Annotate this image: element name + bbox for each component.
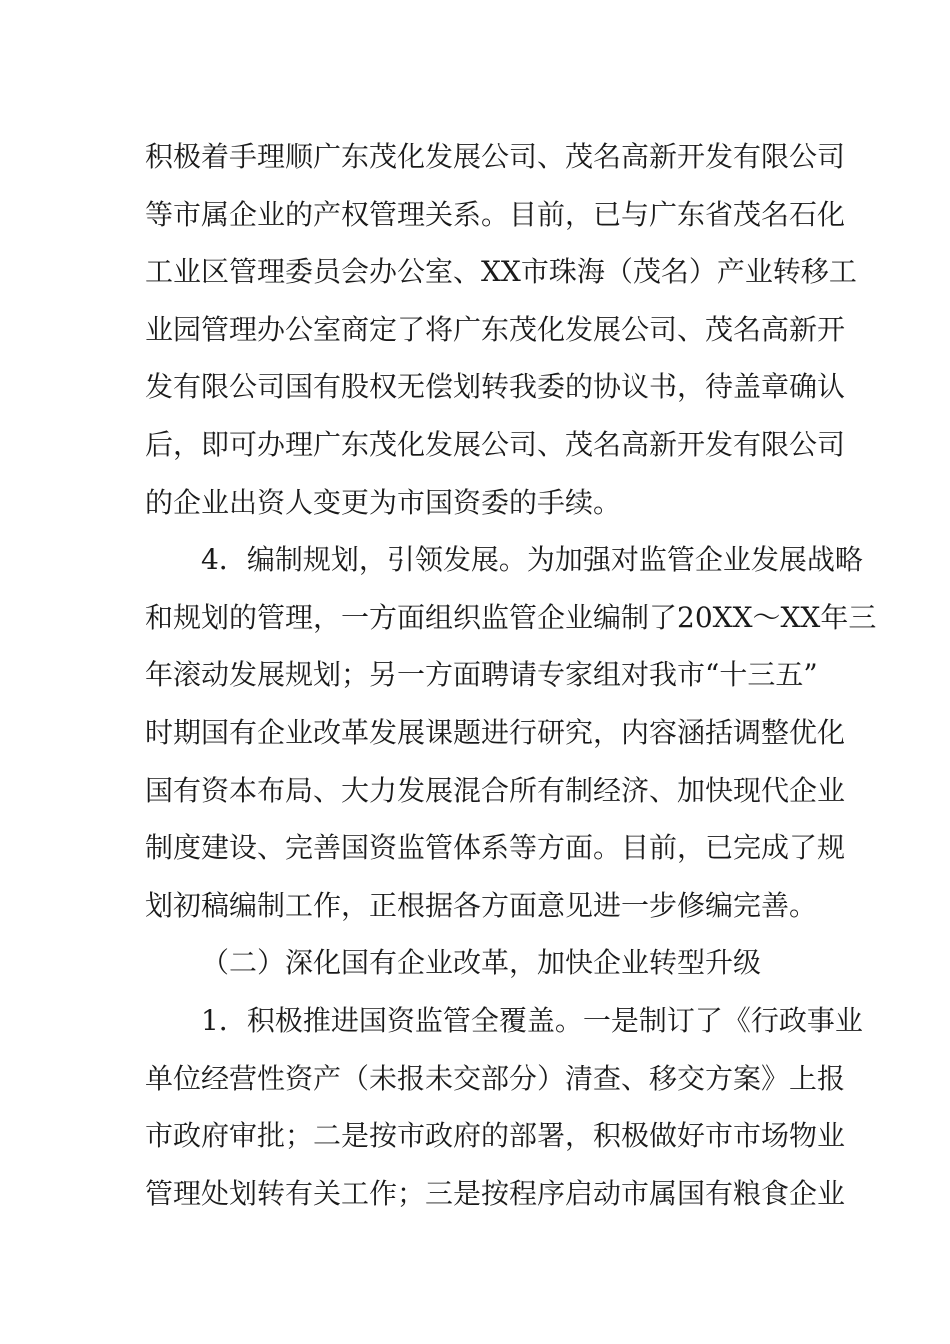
paragraph-line: 划初稿编制工作，正根据各方面意见进一步修编完善。 bbox=[145, 888, 818, 922]
paragraph-line: 工业区管理委员会办公室、XX市珠海（茂名）产业转移工 bbox=[145, 255, 857, 289]
section-heading-line: 1．积极推进国资监管全覆盖。一是制订了《行政事业 bbox=[201, 1003, 863, 1037]
paragraph-line: 业园管理办公室商定了将广东茂化发展公司、茂名高新开 bbox=[145, 312, 846, 346]
section-heading-line: 4．编制规划，引领发展。为加强对监管企业发展战略 bbox=[201, 543, 863, 577]
paragraph-line: 制度建设、完善国资监管体系等方面。目前，已完成了规 bbox=[145, 831, 846, 865]
paragraph-line: 积极着手理顺广东茂化发展公司、茂名高新开发有限公司 bbox=[145, 140, 846, 173]
paragraph-line: 单位经营性资产（未报未交部分）清查、移交方案》上报 bbox=[145, 1061, 846, 1095]
paragraph-line: 管理处划转有关工作；三是按程序启动市属国有粮食企业 bbox=[145, 1176, 846, 1210]
paragraph-line: 等市属企业的产权管理关系。目前，已与广东省茂名石化 bbox=[145, 197, 846, 231]
paragraph-line: 发有限公司国有股权无偿划转我委的协议书，待盖章确认 bbox=[145, 370, 846, 404]
paragraph-line: 时期国有企业改革发展课题进行研究，内容涵括调整优化 bbox=[145, 715, 846, 749]
paragraph-line: 国有资本布局、大力发展混合所有制经济、加快现代企业 bbox=[145, 773, 846, 807]
paragraph-line: 市政府审批；二是按市政府的部署，积极做好市市场物业 bbox=[145, 1119, 846, 1153]
subsection-heading: （二）深化国有企业改革，加快企业转型升级 bbox=[201, 946, 762, 980]
paragraph-line: 后，即可办理广东茂化发展公司、茂名高新开发有限公司 bbox=[145, 427, 846, 461]
paragraph-line: 的企业出资人变更为市国资委的手续。 bbox=[145, 485, 622, 519]
document-body bbox=[145, 128, 877, 1222]
paragraph-line: 和规划的管理，一方面组织监管企业编制了20XX～XX年三 bbox=[145, 600, 877, 634]
paragraph-line: 年滚动发展规划；另一方面聘请专家组对我市“十三五” bbox=[145, 658, 818, 692]
